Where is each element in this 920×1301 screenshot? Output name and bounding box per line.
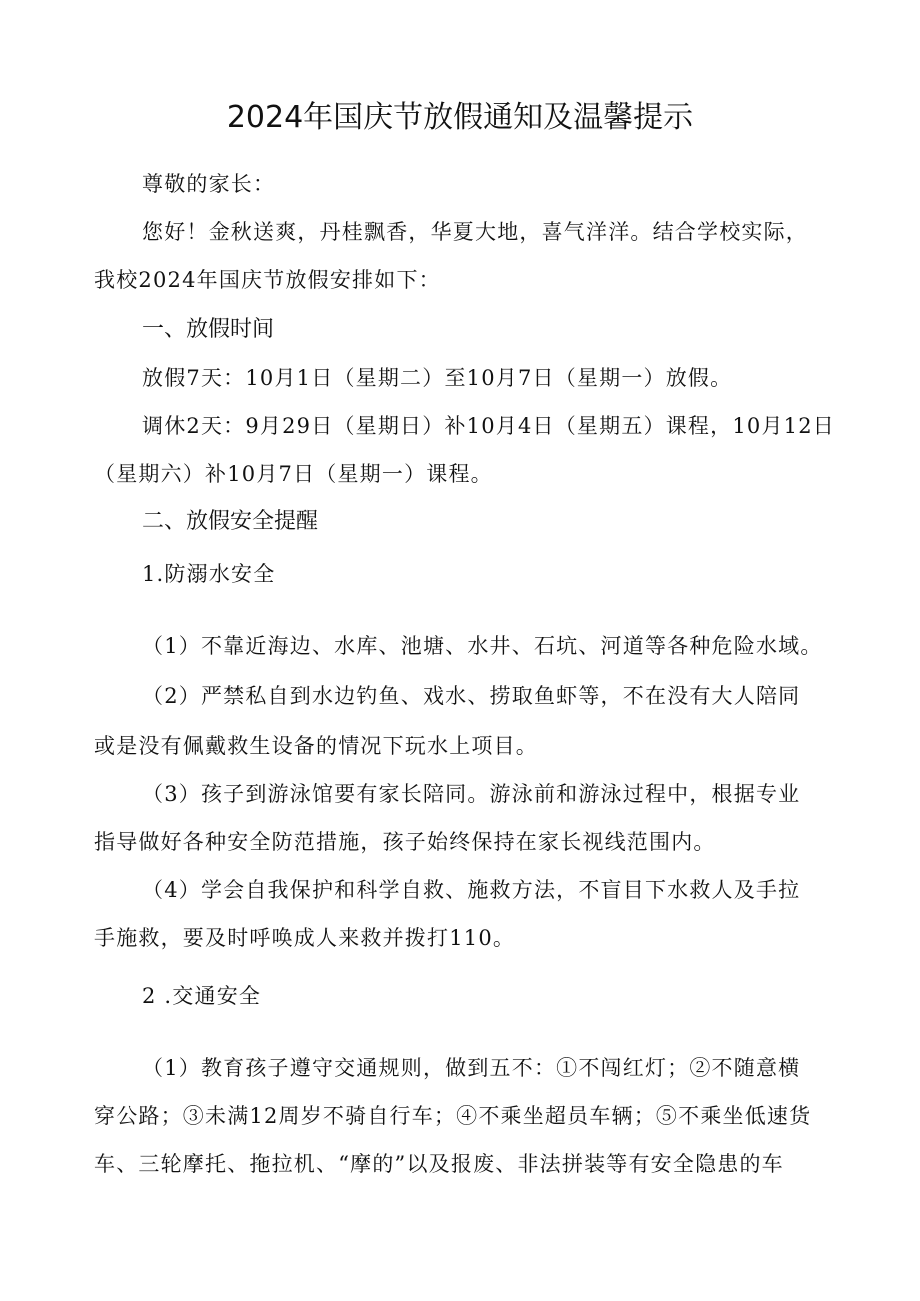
traffic-item-1-line-2: 穿公路；③未满12周岁不骑自行车；④不乘坐超员车辆；⑤不乘坐低速货 (94, 1104, 812, 1128)
drowning-item-4-line-1: （4）学会自我保护和科学自救、施救方法，不盲目下水救人及手拉 (142, 878, 801, 902)
drowning-item-1: （1）不靠近海边、水库、池塘、水井、石坑、河道等各种危险水域。 (142, 634, 823, 658)
intro-line-1: 您好！金秋送爽，丹桂飘香，华夏大地，喜气洋洋。结合学校实际， (142, 220, 808, 244)
traffic-item-1-line-3: 车、三轮摩托、拖拉机、“摩的”以及报废、非法拼装等有安全隐患的车 (94, 1152, 784, 1176)
drowning-item-4-line-2: 手施救，要及时呼唤成人来救并拨打110。 (94, 926, 516, 950)
subheading-drowning: 1.防溺水安全 (142, 562, 276, 586)
subheading-traffic: 2 .交通安全 (142, 984, 262, 1008)
holiday-days-line: 放假7天：10月1日（星期二）至10月7日（星期一）放假。 (142, 366, 733, 390)
drowning-item-2-line-2: 或是没有佩戴救生设备的情况下玩水上项目。 (94, 734, 538, 758)
intro-line-2: 我校2024年国庆节放假安排如下： (94, 268, 441, 292)
drowning-item-3-line-1: （3）孩子到游泳馆要有家长陪同。游泳前和游泳过程中，根据专业 (142, 782, 801, 806)
adjusted-days-line-1: 调休2天：9月29日（星期日）补10月4日（星期五）课程，10月12日 (142, 414, 835, 438)
drowning-item-3-line-2: 指导做好各种安全防范措施，孩子始终保持在家长视线范围内。 (94, 830, 716, 854)
adjusted-days-line-2: （星期六）补10月7日（星期一）课程。 (94, 462, 493, 486)
document-title: 2024年国庆节放假通知及温馨提示 (226, 100, 694, 135)
greeting: 尊敬的家长： (142, 172, 276, 196)
drowning-item-2-line-1: （2）严禁私自到水边钓鱼、戏水、捞取鱼虾等，不在没有大人陪同 (142, 684, 801, 708)
section-heading-holiday-time: 一、放假时间 (142, 317, 275, 342)
traffic-item-1-line-1: （1）教育孩子遵守交通规则，做到五不：①不闯红灯；②不随意横 (142, 1056, 801, 1080)
section-heading-safety: 二、放假安全提醒 (142, 509, 319, 534)
